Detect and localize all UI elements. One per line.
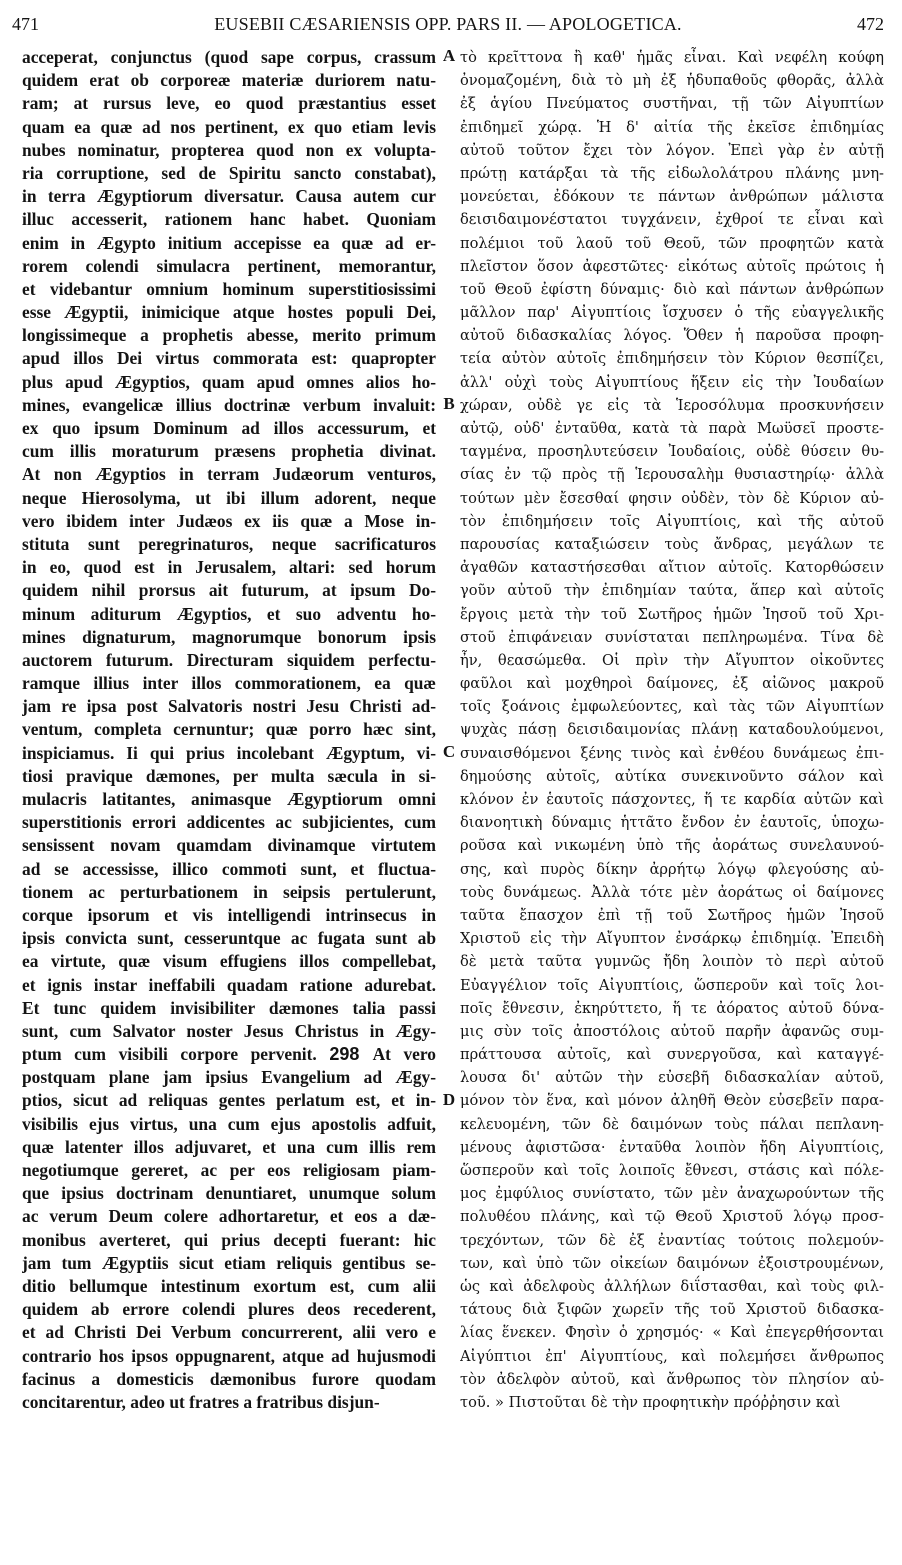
greek-text-line: σης, καὶ πυρὸς δίκην ἀρρήτῳ λόγῳ φλεγούσης αὐ- — [460, 860, 884, 878]
running-title: EUSEBII CÆSARIENSIS OPP. PARS II. — APOLOGETICA. — [214, 14, 682, 34]
greek-text-line: ποῖς ἔθνεσιν, ἐκηρύττετο, ἥ τε ἀόρατος αὐτοῦ δύνα- — [460, 999, 884, 1017]
greek-text-line: κλόνον ἐν ἑαυτοῖς πάσχοντες, ἥ τε καρδία αὐτῶν καὶ — [460, 791, 884, 808]
latin-text-line: concitarentur, adeo ut fratres a fratribus disjun- — [22, 1391, 380, 1412]
greek-text-line: στοῦ ἐπιφάνειαν συνίσταται πεπληρωμένα. Τίνα δὲ — [460, 628, 884, 646]
greek-text-line: τρεχόντων, τῶν δὲ ἐξ ἐναντίας τούτοις πολεμούν- — [460, 1231, 884, 1249]
greek-text-line: τοὺς δυνάμεως. Ἀλλὰ τότε μὲν ἀοράτως οἱ δαίμονες — [460, 883, 884, 901]
latin-text-line: ac verum Deum colere adhortaretur, et eos a dæ- — [22, 1206, 436, 1227]
latin-text-line: tionem ac perturbationem in seipsis pertulerunt, — [22, 881, 436, 902]
greek-text-line: μένους ἀφιστῶσα· ἐνταῦθα λοιπὸν ἤδη Αἰγυπτίοις, — [460, 1138, 884, 1156]
latin-text-line: stituta sunt peregrinaturos, neque sacrificaturos — [22, 533, 436, 554]
greek-text-line: αὐτοῦ διδασκαλίας λόγος. Ὅθεν ἡ παροῦσα προφη- — [460, 327, 884, 345]
latin-text-line: jam re ipsa post Salvatoris nostri Jesu Christi ad- — [22, 696, 436, 717]
latin-column — [22, 46, 436, 1414]
greek-text-line: ἦν, θεασώμεθα. Οἱ πρὶν τὴν Αἴγυπτον οἰκοῦντες — [460, 651, 884, 669]
greek-text-line: δημούσης αὐτοῖς, αὐτίκα συνεκινοῦντο σάλον καὶ — [460, 767, 884, 785]
greek-text-line: λίας ἕνεκεν. Φησὶν ὁ χρησμός· « Καὶ ἐπεγερθήσονται — [460, 1324, 884, 1342]
latin-text-line: ipsis convicta sunt, cesseruntque ac fugata sunt ab — [22, 928, 436, 949]
latin-text-line: ramque illius inter illos commorationem, ea quæ — [22, 673, 436, 694]
greek-text-line: ἐπιδημεῖ χώρᾳ. Ἡ δ' αἰτία τῆς ἐκεῖσε ἐπιδημίας — [460, 118, 884, 136]
latin-text-line: que ipsius doctrinam denuntiaret, unumque solum — [22, 1183, 436, 1204]
greek-text-line: πράττουσα αὐτοῖς, καὶ συνεργοῦσα, καὶ καταγγέ- — [460, 1046, 884, 1064]
latin-text-line: quæ latenter illos adjuvaret, et una cum illis rem — [22, 1136, 436, 1157]
latin-text-line: nubes nominatur, propterea quod non ex volupta- — [22, 139, 436, 160]
greek-text-line: Χριστοῦ εἰς τὴν Αἴγυπτον ἐνσάρκῳ ἐπιδημίᾳ. Ἐπειδὴ — [460, 930, 884, 948]
latin-text-line: jam tum Ægyptiis sicut etiam reliquis gentibus se- — [22, 1252, 436, 1273]
greek-text-line: μονεύεται, ἐδόκουν τε πάντων ἀνθρώπων μάλιστα — [460, 188, 884, 206]
latin-text-line: superstitionis errori addicentes ac subjicientes, cum — [22, 812, 436, 833]
greek-text-line: πολυθέου πλάνης, καὶ τῷ Θεοῦ Χριστοῦ λόγῳ προσ- — [460, 1208, 884, 1226]
greek-text-line: τοῖς ξοάνοις ἐμφωλεύοντες, καὶ τὰς τῶν Αἰγυπτίων — [460, 698, 884, 716]
greek-text-line: πολέμιοι τοῦ λαοῦ τοῦ Θεοῦ, τῶν προφητῶν κατὰ — [460, 234, 884, 252]
latin-text-line: sensissent novam quamdam divinamque virtutem — [22, 835, 436, 856]
greek-text-line: τεία αὐτὸν αὐτοῖς ἐπιδημήσειν τὸν Κύριον θεσπίζει, — [460, 350, 884, 368]
greek-text-line: των, καὶ ὑπὸ τῶν οἰκείων δαιμόνων ἐξοιστρουμένων, — [460, 1254, 884, 1272]
latin-text-line: quam ea quæ ad nos pertinent, ex quo etiam levis — [22, 116, 436, 137]
greek-text-line: ὀνομαζομένη, διὰ τὸ μὴ ἐξ ἡδυπαθοῦς φθορᾶς, ἀλλὰ — [460, 72, 884, 90]
latin-text-line: quidem ab errore colendi plures deos recederent, — [22, 1299, 436, 1320]
greek-text-line: τὸ κρεῖττονα ἢ καθ' ἡμᾶς εἶναι. Καὶ νεφέλη κούφη — [460, 49, 884, 66]
greek-text-line: ταγμένα, προσηλυτεύσειν Ἰουδαίοις, οὐδὲ θύσειν θυ- — [460, 443, 884, 461]
latin-text-line: At non Ægyptios in terram Judæorum venturos, — [22, 464, 436, 485]
greek-text-line: δεισιδαιμονέστατοι τυγχάνειν, ἐχθροί τε εἶναι καὶ — [460, 211, 884, 229]
latin-text-line: ptum cum visibili corpore pervenit. 298 At vero — [22, 1044, 436, 1065]
greek-text-line: ὡς καὶ ἀδελφοὺς ἀλλήλων διΐστασθαι, καὶ τοὺς φιλ- — [460, 1277, 884, 1295]
greek-text-line: μις σὺν τοῖς ἀποστόλοις αὐτοῦ παρῆν ἀφανῶς συμ- — [460, 1022, 884, 1040]
greek-text-line: διανοητικὴ δύναμις ἡττᾶτο ἔνδον ἐν ἑαυτοῖς, ὑποχω- — [460, 814, 884, 832]
latin-text-line: in eo, quod est in Jerusalem, altari: sed horum — [22, 557, 436, 578]
latin-text-line: ea virtute, quæ visum effugiens illos compellebat, — [22, 951, 436, 972]
greek-text-line: αὐτῷ, οὐδ' ἐνταῦθα, κατὰ τὰ παρὰ Μωϋσεῖ προστε- — [460, 420, 884, 437]
greek-text-line: τοῦ Θεοῦ ἐφίστη δύναμις· διὸ καὶ πάντων ἀνθρώπων — [460, 280, 884, 298]
latin-text-line: postquam plane jam ipsius Evangelium ad Ægy- — [22, 1067, 436, 1088]
latin-text-line: Et tunc quidem invisibiliter dæmones talia passi — [22, 997, 436, 1018]
greek-text-line: συναισθόμενοι ξένης τινὸς καὶ ἐνθέου δυνάμεως ἐπι- — [460, 744, 884, 762]
latin-text-line: acceperat, conjunctus (quod sape corpus, crassum — [22, 47, 436, 67]
latin-text-line: tiosi pravique dæmones, per multa sæcula in si- — [22, 765, 436, 786]
latin-text-line: ria corruptione, sed de Spiritu sancto constabat), — [22, 162, 436, 183]
latin-text-line: sunt, cum Salvator noster Jesus Christus in Ægy- — [22, 1020, 436, 1041]
page-number-right: 472 — [857, 14, 884, 34]
latin-text-line: longissimeque a prophetis abesse, merito primum — [22, 325, 436, 346]
greek-text-line: σίας ἐν τῷ πρὸς τῇ Ἱερουσαλὴμ θυσιαστηρίῳ· ἀλλὰ — [460, 466, 884, 484]
greek-text-line: ἔργοις μετὰ τὴν τοῦ Σωτῆρος ἡμῶν Ἰησοῦ τοῦ Χρι- — [460, 605, 884, 623]
greek-text-line: ταῦτα ἔπασχον ἐπὶ τῇ τοῦ Σωτῆρος ἡμῶν Ἰησοῦ — [460, 906, 884, 924]
latin-text-line: neque Hierosolyma, ut ibi illum adorent, neque — [22, 487, 436, 508]
greek-text-line: γοῦν αὐτοῦ τὴν ἐπιδημίαν ταύτα, ἅπερ καὶ αὐτοῖς — [460, 582, 884, 600]
greek-text-line: τούτων μὲν ἔσεσθαί φησιν οὐδὲν, τὸν δὲ Κύριον αὐ- — [460, 489, 884, 507]
latin-text-line: et ignis instar ineffabili quadam ratione adurebat. — [22, 974, 436, 995]
latin-text-line: vero ibidem inter Judæos ex iis quæ a Mose in- — [22, 510, 436, 531]
marker-d: D — [442, 1090, 456, 1109]
latin-text-line: corque ipsorum et vis intelligendi intrinsecus in — [22, 904, 436, 925]
greek-text-line: τοῦ. » Πιστοῦται δὲ τὴν προφητικὴν πρόῤῥησιν καὶ — [460, 1393, 841, 1411]
greek-text-line: μος ἐμφύλιος συνίστατο, τῶν μὲν ἀναχωρούντων τῆς — [460, 1185, 884, 1203]
latin-text-line: mines dignaturum, magnorumque bonorum ipsis — [22, 626, 436, 647]
latin-text-line: negotiumque gereret, ac per eos religiosam piam- — [22, 1160, 436, 1180]
latin-text-line: ditio bellumque intestinum exortum est, cum alii — [22, 1275, 436, 1296]
greek-text-line: φαῦλοι καὶ μοχθηροὶ δαίμονες, ἐξ αἰῶνος μακροῦ — [460, 675, 884, 693]
latin-text-line: monibus averteret, qui prius decepti fuerant: hic — [22, 1229, 436, 1250]
greek-text-line: Αἰγύπτιοι ἐπ' Αἰγυπτίους, καὶ πολεμήσει ἄνθρωπος — [460, 1347, 884, 1365]
greek-text-line: τάτους διὰ ξιφῶν χωρεῖν τῆς τοῦ Χριστοῦ διδασκα- — [460, 1301, 884, 1319]
latin-text-line: inspiciamus. Ii qui prius incolebant Ægyptum, vi- — [22, 742, 436, 763]
column-number: 298 — [329, 1044, 373, 1065]
latin-text-line: rorem colendi simulacra pertinent, memorantur, — [22, 255, 436, 276]
greek-text-line: ἐξ ἁγίου Πνεύματος συστῆναι, τῇ τῶν Αἰγυπτίων — [460, 95, 884, 113]
latin-text-line: ptios, sicut ad reliquas gentes perlatum est, et in- — [22, 1090, 436, 1111]
latin-text-line: ventum, completa cernuntur; quæ porro hæc sint, — [22, 719, 436, 740]
greek-text-line: τὸν ἐπιδημήσειν τοῖς Αἰγυπτίοις, καὶ τῆς αὐτοῦ — [460, 512, 884, 530]
greek-text-line: ἀλλ' οὐχὶ τοὺς Αἰγυπτίους ἥξειν εἰς τὴν Ἰουδαίων — [460, 373, 884, 391]
latin-text-line: esse Ægyptii, inimicique atque hostes populi Dei, — [22, 302, 436, 323]
latin-text-line: quidem nihil prorsus ait futurum, at ipsum Do- — [22, 580, 436, 601]
greek-text-line: δὲ μετὰ ταῦτα γυμνῶς ἤδη λοιπὸν τὸ περὶ αὐτοῦ — [460, 953, 884, 971]
latin-text-line: et ad Christi Dei Verbum concurrerent, alii vero e — [22, 1322, 436, 1343]
latin-text-line: auctorem futurum. Directuram siquidem perfectu- — [22, 649, 436, 670]
greek-text-line: τὸν ἀδελφὸν αὐτοῦ, καὶ ἄνθρωπος τὸν πλησίον αὐ- — [460, 1370, 884, 1388]
latin-text-line: minum aditurum Ægyptios, et suo adventu ho- — [22, 603, 436, 624]
greek-text-line: πρώτῃ κατάρξαι τὰ τῆς εἰδωλολάτρου πλάνης μνη- — [460, 164, 884, 182]
greek-text-line: ροῦσα καὶ νικωμένη ὑπὸ τῆς ἀοράτως συνελαυνού- — [460, 837, 884, 855]
latin-continuation: At vero — [372, 1044, 436, 1065]
greek-text-line: παρουσίας καταξιώσειν τοὺς ἄνδρας, μεγάλων τε — [460, 535, 884, 553]
latin-text-line: in terra Ægyptiorum diversatur. Causa autem cur — [22, 186, 436, 207]
marker-c: C — [442, 742, 456, 761]
latin-text-line: ram; at rursus leve, eo quod præstantius esset — [22, 93, 436, 114]
greek-text-line: ἀγαθῶν καταστήσεσθαι αἴτιον αὐτοῖς. Κατορθώσειν — [460, 559, 884, 577]
greek-text-line: πλεῖστον ὅσον ἀφεστῶτες· εἰκότως αὐτοῖς πρώτοις ἡ — [460, 257, 884, 275]
greek-text-line: κελευομένη, τῶν δὲ δαιμόνων τοὺς πάλαι πεπλανη- — [460, 1115, 884, 1133]
latin-text-line: contrario hos ipsos oppugnarent, atque ad hujusmodi — [22, 1345, 436, 1366]
latin-text-line: mulacris latitantes, animasque Ægyptiorum omni — [22, 789, 436, 809]
running-header — [12, 8, 884, 34]
latin-text-line: visibilis ejus virtus, una cum ejus apostolis adfuit, — [22, 1113, 436, 1134]
greek-text-line: αὐτοῦ τοῦτον ἔχει τὸν λόγον. Ἐπεὶ γὰρ ἐν αὐτῇ — [460, 141, 884, 159]
latin-text-line: quidem erat ob corporeæ materiæ duriorem natu- — [22, 70, 436, 91]
latin-text-line: facinus a domesticis dæmonibus furore quodam — [22, 1368, 436, 1389]
latin-text-line: ad se accessisse, illico commoti sunt, et fluctua- — [22, 858, 436, 879]
page-number-left: 471 — [12, 14, 39, 34]
marker-a: A — [442, 46, 456, 65]
greek-text-line: λουσα δι' αὐτῶν τὴν εὐσεβῆ διδασκαλίαν αὐτοῦ, — [460, 1069, 884, 1087]
latin-text-line: plus apud Ægyptios, quam apud omnes alios ho- — [22, 371, 436, 392]
greek-text-line: μᾶλλον παρ' Αἰγυπτίοις ἴσχυσεν ὁ τῆς εὐαγγελικῆς — [460, 304, 884, 322]
latin-text-line: illuc accesserit, rationem hanc habet. Quoniam — [22, 209, 436, 230]
latin-text-line: mines, evangelicæ illius doctrinæ verbum invaluit: — [22, 394, 436, 415]
greek-text-line: χώραν, οὐδὲ γε εἰς τὰ Ἱεροσόλυμα προσκυνήσειν — [460, 396, 884, 414]
greek-text-line: ψυχὰς πάσῃ δεισιδαιμονίας πλάνῃ καταδουλούμενοι, — [460, 721, 884, 739]
latin-text-line: apud illos Dei virtus commorata est: quapropter — [22, 348, 436, 369]
greek-column — [460, 46, 884, 1414]
latin-text-line: cum illis moraturum præsens prophetia divinat. — [22, 441, 436, 462]
greek-text-line: ὥσπεροῦν καὶ τοῖς λοιποῖς ἔθνεσι, στάσις καὶ πόλε- — [460, 1162, 884, 1179]
latin-text-line: et videbantur omnium hominum superstitiosissimi — [22, 278, 436, 299]
latin-text-line: enim in Ægypto initium accepisse ea quæ ad er- — [22, 232, 436, 253]
marker-b: B — [443, 394, 455, 413]
greek-text-line: μόνον τὸν ἕνα, καὶ μόνον ἀληθῆ Θεὸν εὐσεβεῖν παρα- — [460, 1092, 884, 1110]
latin-text-line: ex quo ipsum Dominum ad illos accessurum, et — [22, 418, 436, 438]
greek-text-line: Εὐαγγέλιον τοῖς Αἰγυπτίοις, ὥσπεροῦν καὶ τοῖς λοι- — [460, 976, 884, 994]
